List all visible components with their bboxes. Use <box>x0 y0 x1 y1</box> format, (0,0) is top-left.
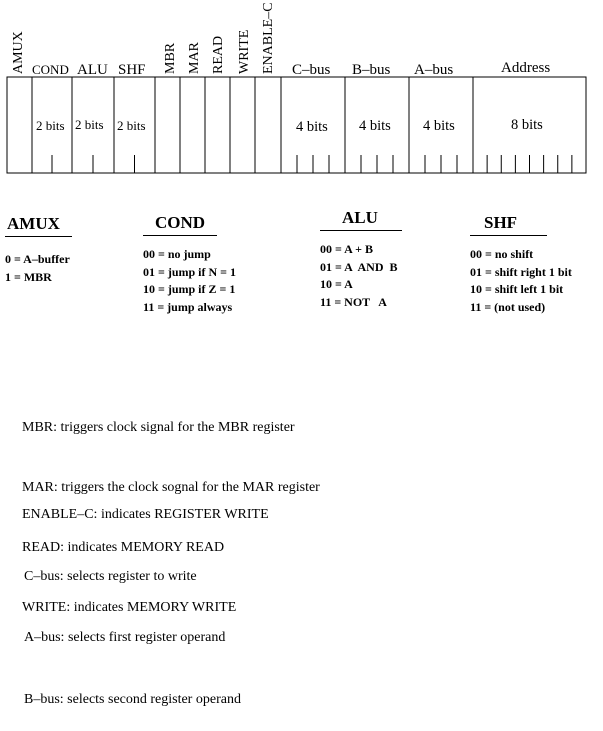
bits-abus: 4 bits <box>423 118 455 134</box>
legend-cond-line: 11 = jump always <box>143 299 233 314</box>
legend-shf-line: 11 = (not used) <box>470 299 546 314</box>
field-label-alu: ALU <box>77 62 108 78</box>
field-label-amux: AMUX <box>11 31 26 74</box>
legend-cond-line: 10 = jump if Z = 1 <box>143 282 236 296</box>
note-line: B–bus: selects second register operand <box>24 691 241 707</box>
notes-block-2 <box>22 464 269 731</box>
legend-shf <box>470 213 572 316</box>
note-line: C–bus: selects register to write <box>24 568 197 584</box>
field-label-enable-c: ENABLE–C <box>261 2 276 74</box>
legend-alu-line: 01 = A AND B <box>320 259 398 274</box>
field-label-shf: SHF <box>118 62 146 78</box>
legend-shf-line: 00 = no shift <box>470 247 534 261</box>
field-label-bbus: B–bus <box>352 62 391 78</box>
legend-alu <box>320 208 402 311</box>
legend-cond-line: 00 = no jump <box>143 247 211 261</box>
field-label-abus: A–bus <box>414 62 454 78</box>
note-line: ENABLE–C: indicates REGISTER WRITE <box>22 507 269 522</box>
bits-address: 8 bits <box>511 117 543 133</box>
bits-alu: 2 bits <box>75 117 104 132</box>
legend-shf-line: 01 = shift right 1 bit <box>470 264 572 279</box>
legend-alu-line: 00 = A + B <box>320 242 374 256</box>
legend-amux-title: AMUX <box>5 214 72 237</box>
bits-bbus: 4 bits <box>359 118 391 134</box>
bits-cbus: 4 bits <box>296 119 328 135</box>
field-label-mbr: MBR <box>163 42 178 74</box>
legend-cond-title: COND <box>143 213 217 236</box>
note-line: MAR: triggers the clock sognal for the MAR register <box>22 480 320 495</box>
legend-amux-line: 1 = MBR <box>5 269 52 284</box>
note-line: WRITE: indicates MEMORY WRITE <box>22 600 237 615</box>
field-label-address: Address <box>501 60 551 76</box>
legend-shf-title: SHF <box>470 213 547 236</box>
field-label-mar: MAR <box>187 42 202 74</box>
legend-alu-title: ALU <box>320 208 402 231</box>
legend-alu-line: 10 = A <box>320 277 353 291</box>
legend-alu-line: 11 = NOT A <box>320 294 387 309</box>
field-label-cond: COND <box>32 62 69 77</box>
note-line: A–bus: selects first register operand <box>24 630 226 645</box>
note-line: READ: indicates MEMORY READ <box>22 540 225 555</box>
legend-amux-line: 0 = A–buffer <box>5 252 70 266</box>
legend-amux <box>5 214 72 286</box>
field-label-cbus: C–bus <box>292 62 331 78</box>
field-label-read: READ <box>211 35 226 74</box>
instruction-word-diagram <box>0 0 603 180</box>
bits-shf: 2 bits <box>117 118 146 133</box>
legend-cond-line: 01 = jump if N = 1 <box>143 264 237 279</box>
field-label-write: WRITE <box>237 29 252 74</box>
legend-cond <box>143 213 236 316</box>
legend-shf-line: 10 = shift left 1 bit <box>470 282 564 296</box>
note-line: MBR: triggers clock signal for the MBR register <box>22 420 295 435</box>
bits-cond: 2 bits <box>36 118 65 133</box>
